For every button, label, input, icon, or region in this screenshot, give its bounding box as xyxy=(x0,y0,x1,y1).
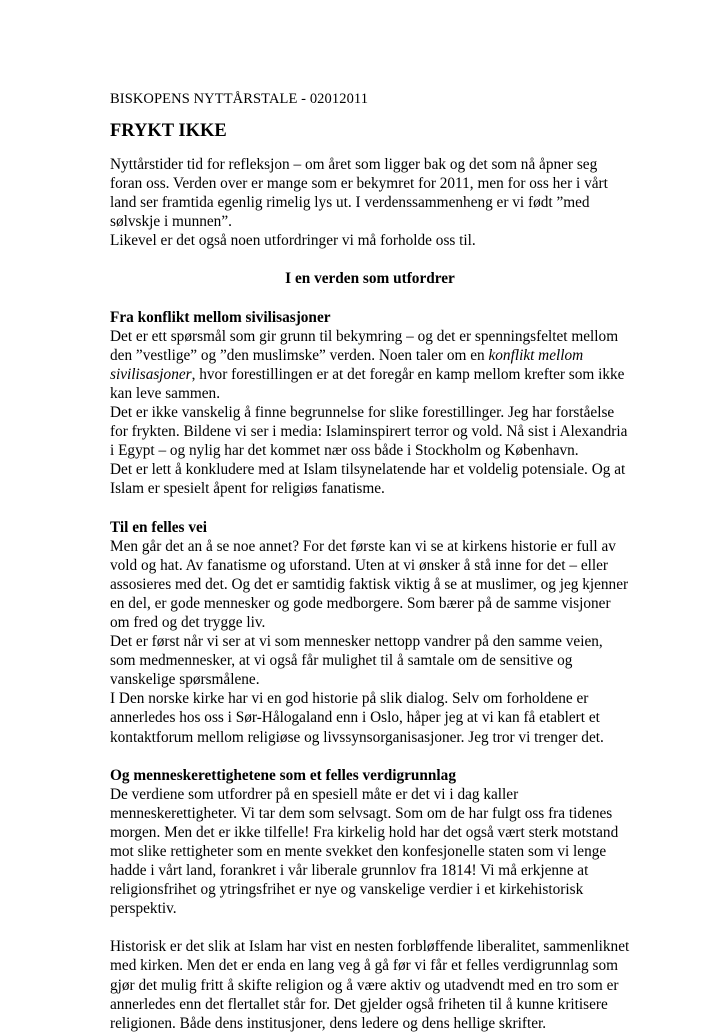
paragraph-text: Det er ett spørsmål som gir grunn til bekymring – og det er spenningsfeltet mellom den ”vestlige” og ”den muslimske” verden. Noen taler om en xyxy=(110,327,619,364)
section-heading: Til en felles vei xyxy=(110,518,208,536)
intro-paragraph: Likevel er det også noen utfordringer vi må forholde oss til. xyxy=(110,232,476,250)
section-paragraph: I Den norske kirke har vi en god historie på slik dialog. Selv om forholdene er annerledes hos oss i Sør-Hålogaland enn i Oslo, håper jeg at vi kan få etablert et kontaktforum mellom religiøse og livssynsorganisasjoner. Jeg tror vi trenger det. xyxy=(110,690,604,746)
document-title: FRYKT IKKE xyxy=(110,121,227,141)
centered-heading: I en verden som utfordrer xyxy=(285,270,455,288)
section-heading: Og menneskerettighetene som et felles verdigrunnlag xyxy=(110,766,456,784)
section-paragraph: Det er ikke vanskelig å finne begrunnelse for slike forestillinger. Jeg har forståelse for frykten. Bildene vi ser i media: Islaminspirert terror og vold. Nå sist i Alexandria i Egypt – og nylig har det kommet nær oss både i Stockholm og København. xyxy=(110,404,628,460)
paragraph-text: , hvor forestillingen er at det foregår en kamp mellom krefter som ikke kan leve sammen. xyxy=(110,365,625,402)
document-header: BISKOPENS NYTTÅRSTALE - 02012011 xyxy=(110,91,369,107)
section-heading: Fra konflikt mellom sivilisasjoner xyxy=(110,308,331,326)
section-historisk xyxy=(110,937,630,1032)
section-konflikt xyxy=(110,308,630,499)
section-paragraph: Historisk er det slik at Islam har vist en nesten forbløffende liberalitet, sammenliknet med kirken. Men det er enda en lang veg å gå før vi får et felles verdigrunnlag som gjør det mulig fritt å skifte religion og å være aktiv og utadvendt med en tro som er annerledes enn det flertallet står for. Det gjelder også friheten til å kunne kritisere religionen. Både dens institusjoner, dens ledere og dens hellige skrifter. xyxy=(110,938,630,1032)
intro-paragraph: Nyttårstider tid for refleksjon – om året som ligger bak og det som nå åpner seg foran oss. Verden over er mange som er bekymret for 2011, men for oss her i vårt land ser framtida egenlig rimelig lys ut. I verdenssammenheng er vi født ”med sølvskje i munnen”. xyxy=(110,156,608,231)
section-paragraph: De verdiene som utfordrer på en spesiell måte er det vi i dag kaller menneskerettigheter. Vi tar dem som selvsagt. Som om de har fulgt oss fra tidenes morgen. Men det er ikke tilfelle! Fra kirkelig hold har det også vært sterk motstand mot slike rettigheter som en mente svekket den konfesjonelle staten som vi lenge hadde i vårt land, forankret i vår liberale grunnlov fra 1814! Vi må erkjenne at religionsfrihet og ytringsfrihet er nye og vanskelige verdier i et kirkehistorisk perspektiv. xyxy=(110,785,619,918)
section-paragraph xyxy=(110,327,630,403)
section-paragraph: Men går det an å se noe annet? For det første kan vi se at kirkens historie er full av vold og hat. Av fanatisme og uforstand. Uten at vi ønsker å stå inne for det – eller assosieres med det. Og det er samtidig faktisk viktig å se at muslimer, og jeg kjenner en del, er gode mennesker og gode medborgere. Som bærer på de samme visjoner om fred og det trygge liv. xyxy=(110,537,629,631)
section-felles-vei xyxy=(110,518,630,747)
document-page xyxy=(110,90,630,1033)
section-paragraph: Det er først når vi ser at vi som mennesker nettopp vandrer på den samme veien, som medmennesker, at vi også får mulighet til å samtale om de sensitive og vanskelige spørsmålene. xyxy=(110,633,603,689)
section-menneskerettigheter xyxy=(110,766,630,919)
paragraph-italic-text: konflikt mellom sivilisasjoner xyxy=(110,346,584,383)
intro-block xyxy=(110,155,630,250)
section-paragraph: Det er lett å konkludere med at Islam tilsynelatende har et voldelig potensiale. Og at Islam er spesielt åpent for religiøs fanatisme. xyxy=(110,461,626,498)
